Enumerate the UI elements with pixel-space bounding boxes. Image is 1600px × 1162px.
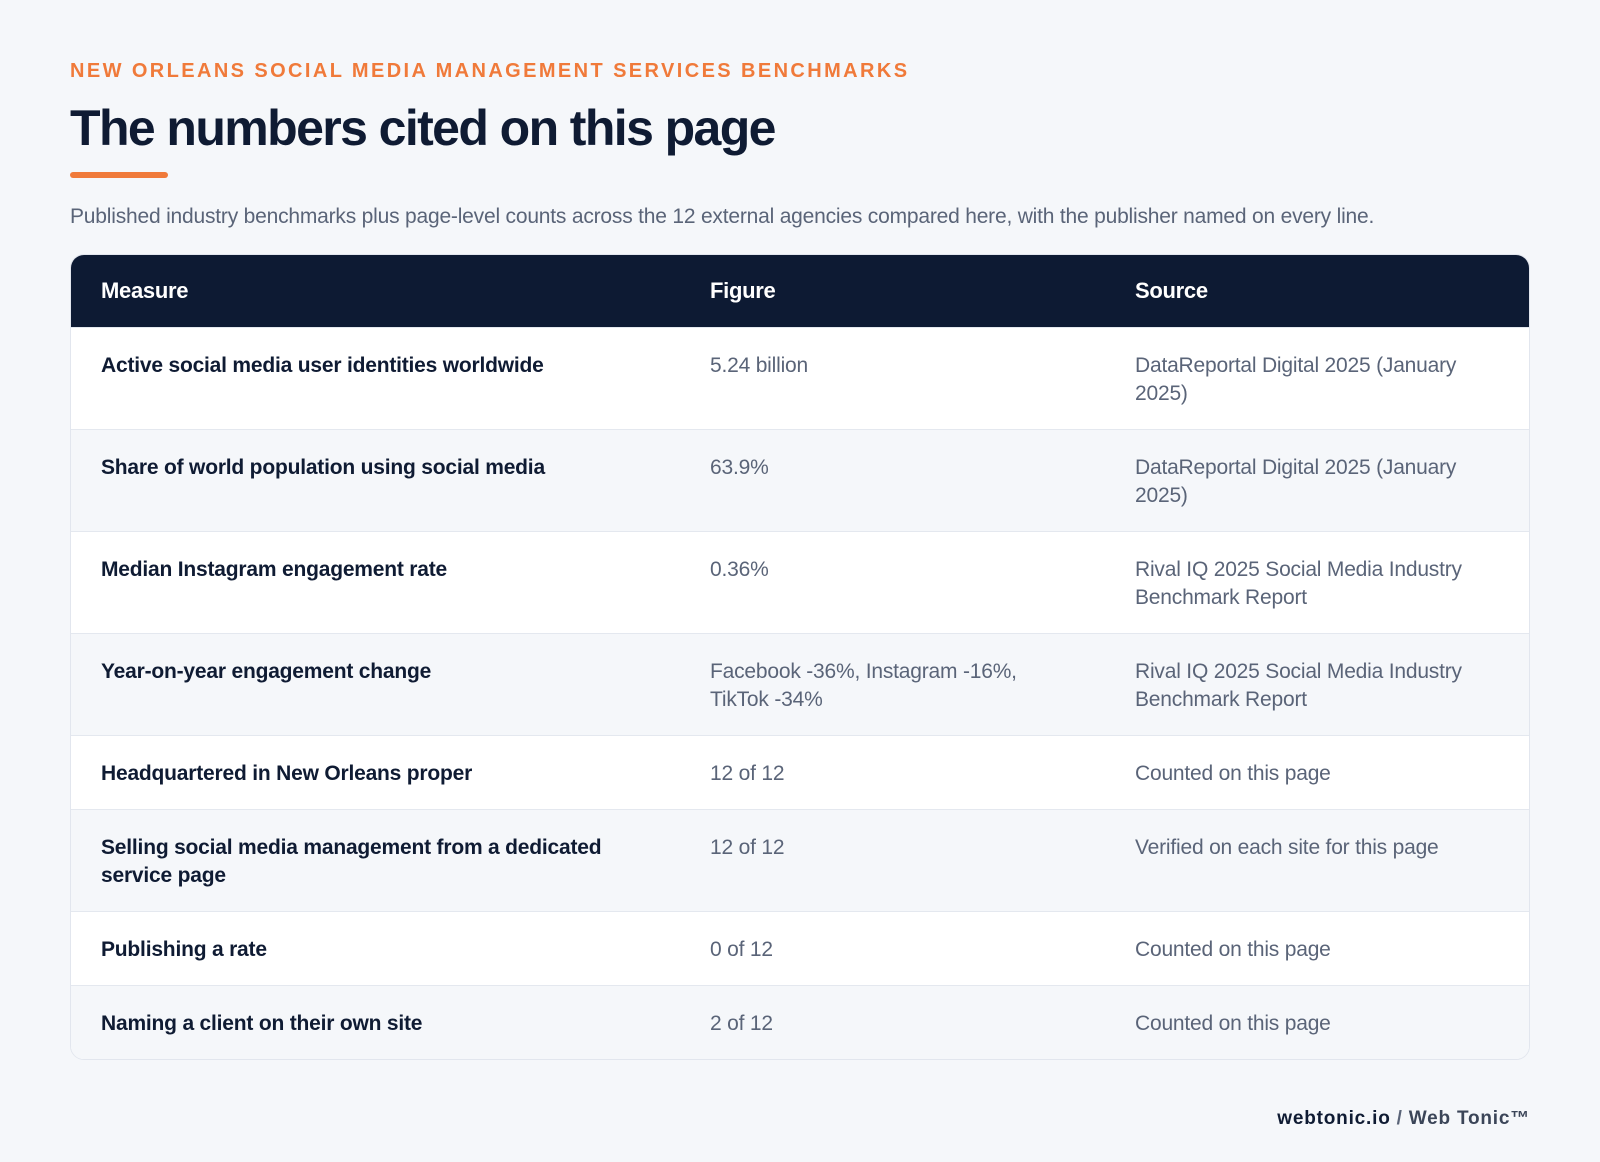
source-cell: Counted on this page — [1135, 761, 1331, 785]
source-cell: Rival IQ 2025 Social Media Industry Benchmark Report — [1135, 659, 1462, 711]
measure-cell: Median Instagram engagement rate — [101, 557, 448, 581]
measure-cell: Headquartered in New Orleans proper — [101, 761, 473, 785]
figure-cell: 63.9% — [710, 455, 769, 479]
figure-cell: 12 of 12 — [710, 761, 785, 785]
source-cell: Counted on this page — [1135, 937, 1331, 961]
column-header-measure: Measure — [101, 277, 189, 303]
measure-cell: Naming a client on their own site — [101, 1011, 423, 1035]
title-accent-bar — [70, 172, 168, 178]
footer-brand: Web Tonic™ — [1408, 1108, 1530, 1129]
source-cell: DataReportal Digital 2025 (January 2025) — [1135, 455, 1457, 507]
measure-cell: Selling social media management from a dedicated service page — [101, 835, 602, 887]
column-header-source: Source — [1135, 277, 1208, 303]
page-title: The numbers cited on this page — [70, 100, 775, 156]
footer-separator: / — [1396, 1108, 1403, 1129]
measure-cell: Active social media user identities worldwide — [101, 353, 544, 377]
footer-credit — [1277, 1108, 1530, 1130]
source-cell: Verified on each site for this page — [1135, 835, 1439, 859]
figure-cell: 2 of 12 — [710, 1011, 773, 1035]
page-subtitle: Published industry benchmarks plus page-level counts across the 12 external agencies compared here, with the publisher named on every line. — [70, 205, 1375, 228]
figure-cell: 5.24 billion — [710, 353, 809, 377]
eyebrow-label: NEW ORLEANS SOCIAL MEDIA MANAGEMENT SERVICES BENCHMARKS — [70, 60, 910, 82]
figure-cell: 0.36% — [710, 557, 769, 581]
figure-cell: 0 of 12 — [710, 937, 773, 961]
column-header-figure: Figure — [710, 277, 776, 303]
table-row — [71, 809, 1530, 911]
table-row — [71, 735, 1530, 809]
measure-cell: Year-on-year engagement change — [101, 659, 432, 683]
table-row — [71, 633, 1530, 735]
figure-cell: 12 of 12 — [710, 835, 785, 859]
measure-cell: Publishing a rate — [101, 937, 267, 961]
table-row — [71, 531, 1530, 633]
table-row — [71, 911, 1530, 985]
table-header-row — [71, 255, 1530, 327]
table-row — [71, 985, 1530, 1059]
footer-domain: webtonic.io — [1277, 1108, 1391, 1129]
measure-cell: Share of world population using social media — [101, 455, 545, 479]
source-cell: Rival IQ 2025 Social Media Industry Benchmark Report — [1135, 557, 1462, 609]
table-row — [71, 429, 1530, 531]
source-cell: DataReportal Digital 2025 (January 2025) — [1135, 353, 1457, 405]
source-cell: Counted on this page — [1135, 1011, 1331, 1035]
table-row — [71, 327, 1530, 429]
benchmarks-table — [70, 254, 1530, 1060]
figure-cell: Facebook -36%, Instagram -16%, TikTok -34% — [710, 659, 1017, 711]
